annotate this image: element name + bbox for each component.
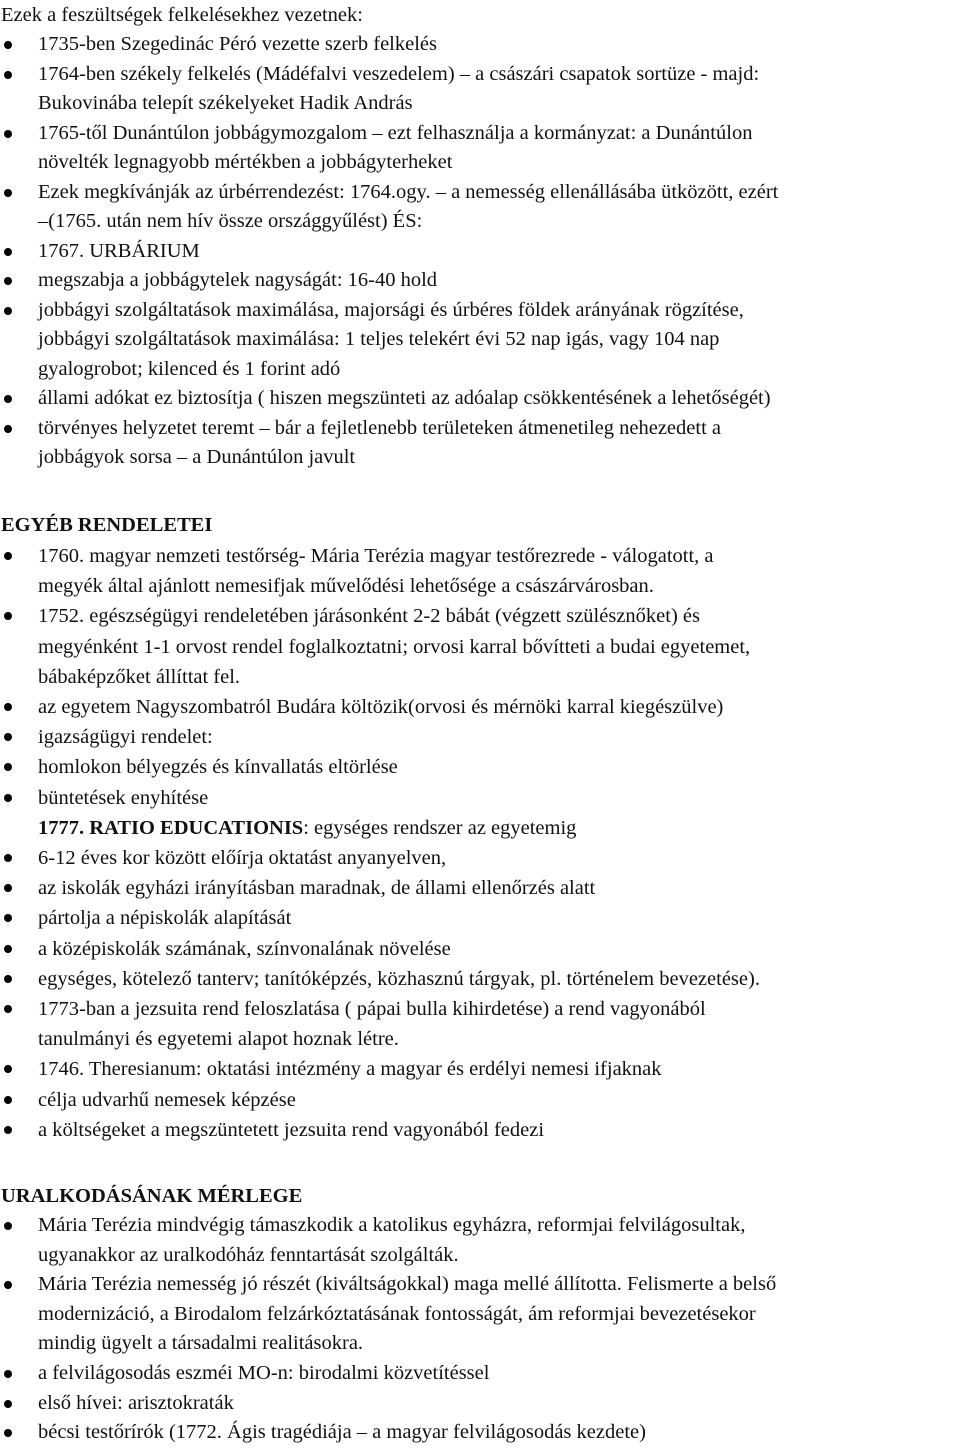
heading-uralkodasanak-merlege: URALKODÁSÁNAK MÉRLEGE <box>1 1185 303 1207</box>
list-item-line: 1773-ban a jezsuita rend feloszlatása ( pápai bulla kihirdetése) a rend vagyonából <box>38 998 706 1021</box>
list-item <box>0 541 760 601</box>
list-item-line: –(1765. után nem hív össze országgyűlést) ÉS: <box>38 210 423 232</box>
list-item <box>0 994 760 1054</box>
list-item-line: ugyanakkor az uralkodóház fenntartását szolgálták. <box>38 1243 459 1266</box>
list-item <box>0 783 760 813</box>
list-item-line: megszabja a jobbágytelek nagyságát: 16-40 hold <box>38 269 438 291</box>
list-item-line: első hívei: arisztokraták <box>38 1391 234 1414</box>
intro-line: Ezek a feszültségek felkelésekhez vezetnek: <box>1 4 363 26</box>
section2-list <box>0 541 760 1145</box>
list-item-line: a költségeket a megszüntetett jezsuita rend vagyonából fedezi <box>38 1118 545 1141</box>
list-item-line: megyék által ajánlott nemesifjak művelődési lehetősége a császárvárosban. <box>38 575 654 598</box>
list-item-line: büntetések enyhítése <box>38 786 209 809</box>
list-item-line: 1765-től Dunántúlon jobbágymozgalom – ezt felhasználja a kormányzat: a Dunántúlon <box>38 121 753 144</box>
list-item <box>0 237 778 267</box>
list-item-line: 1735-ben Szegedinác Péró vezette szerb felkelés <box>38 33 437 55</box>
list-item-line: 1764-ben székely felkelés (Mádéfalvi veszedelem) – a császári csapatok sortüze - majd: <box>38 62 760 85</box>
list-item-line: 1760. magyar nemzeti testőrség- Mária Terézia magyar testőrezrede - válogatott, a <box>38 545 714 567</box>
list-item <box>0 1085 760 1115</box>
list-item <box>0 722 760 752</box>
bold-prefix: 1777. RATIO EDUCATIONIS <box>38 816 304 839</box>
section1-list <box>0 30 778 473</box>
list-item-line: jobbágyok sorsa – a Dunántúlon javult <box>38 446 356 468</box>
list-item <box>0 1211 776 1270</box>
list-item <box>0 1270 776 1359</box>
list-item-line: az egyetem Nagyszombatról Budára költözik(orvosi és mérnöki karral kiegészülve) <box>38 696 724 719</box>
list-item-line: állami adókat ez biztosítja ( hiszen megszünteti az adóalap csökkentésének a lehetőségét) <box>38 387 771 409</box>
list-item-line: Mária Terézia nemesség jó részét (kiváltságokkal) maga mellé állította. Felismerte a belső <box>38 1273 777 1296</box>
list-item-line: Ezek megkívánják az úrbérrendezést: 1764.ogy. – a nemesség ellenállásába ütközött, ezért <box>38 180 779 203</box>
list-item-line: gyalogrobot; kilenced és 1 forint adó <box>38 357 341 380</box>
list-item-line: homlokon bélyegzés és kínvallatás eltörlése <box>38 756 398 779</box>
list-item-line: : egységes rendszer az egyetemig <box>303 816 577 839</box>
list-item-line: 1746. Theresianum: oktatási intézmény a magyar és erdélyi nemesi ifjaknak <box>38 1058 662 1081</box>
list-item-line: a felvilágosodás eszméi MO-n: birodalmi közvetítéssel <box>38 1361 490 1384</box>
heading-egyeb-rendeletei: EGYÉB RENDELETEI <box>1 514 213 536</box>
list-item-line: bábaképzőket állíttat fel. <box>38 665 241 688</box>
list-item-line: Mária Terézia mindvégig támaszkodik a katolikus egyházra, reformjai felvilágosultak, <box>38 1214 746 1236</box>
list-item-line: célja udvarhű nemesek képzése <box>38 1088 296 1111</box>
list-item-line: tanulmányi és egyetemi alapot hoznak létre. <box>38 1028 399 1051</box>
list-item-line: pártolja a népiskolák alapítását <box>38 907 292 930</box>
list-item <box>0 964 760 994</box>
list-item <box>0 843 760 873</box>
list-item <box>0 903 760 933</box>
list-item <box>0 60 778 119</box>
list-item-line: mindig ügyelt a társadalmi realitásokra. <box>38 1332 364 1355</box>
list-item-line: törvényes helyzetet teremt – bár a fejletlenebb területeken átmenetileg nehezedett a <box>38 416 721 439</box>
list-item-line: egységes, kötelező tanterv; tanítóképzés, közhasznú tárgyak, pl. történelem bevezetése). <box>38 967 760 990</box>
list-item-line: megyénként 1-1 orvost rendel foglalkoztatni; orvosi karral bővítteti a budai egyetemet, <box>38 635 751 658</box>
list-item <box>0 601 760 692</box>
list-item <box>0 752 760 782</box>
list-item-line: igazságügyi rendelet: <box>38 726 213 749</box>
list-item <box>0 1115 760 1145</box>
list-item-line: jobbágyi szolgáltatások maximálása, majorsági és úrbéres földek arányának rögzítése, <box>38 298 744 321</box>
list-item <box>0 1054 760 1084</box>
list-item-line: 1752. egészségügyi rendeletében járásonként 2-2 bábát (végzett szülésznőket) és <box>38 605 701 628</box>
list-item <box>0 1359 776 1389</box>
list-item <box>0 1418 776 1448</box>
list-item <box>0 119 778 178</box>
list-item <box>0 813 760 843</box>
section3-list <box>0 1211 776 1448</box>
list-item-line: jobbágyi szolgáltatások maximálása: 1 teljes telekért évi 52 nap igás, vagy 104 nap <box>38 328 720 350</box>
list-item-line: 1767. URBÁRIUM <box>38 239 200 262</box>
list-item <box>0 414 778 473</box>
list-item <box>0 934 760 964</box>
list-item <box>0 296 778 385</box>
list-item-line: bécsi testőrírók (1772. Ágis tragédiája – a magyar felvilágosodás kezdete) <box>38 1421 646 1444</box>
list-item <box>0 30 778 60</box>
list-item <box>0 384 778 414</box>
list-item <box>0 178 778 237</box>
list-item-line: 6-12 éves kor között előírja oktatást anyanyelven, <box>38 847 447 870</box>
list-item <box>0 873 760 903</box>
list-item-line: Bukovinába telepít székelyeket Hadik András <box>38 92 413 114</box>
list-item <box>0 1389 776 1419</box>
list-item-line: modernizáció, a Birodalom felzárkóztatásának fontosságát, ám reformjai bevezetésekor <box>38 1302 756 1325</box>
list-item-line: az iskolák egyházi irányításban maradnak, de állami ellenőrzés alatt <box>38 877 596 900</box>
list-item <box>0 692 760 722</box>
list-item-line: a középiskolák számának, színvonalának növelése <box>38 937 451 960</box>
list-item-line: növelték legnagyobb mértékben a jobbágyterheket <box>38 151 453 173</box>
list-item <box>0 266 778 296</box>
